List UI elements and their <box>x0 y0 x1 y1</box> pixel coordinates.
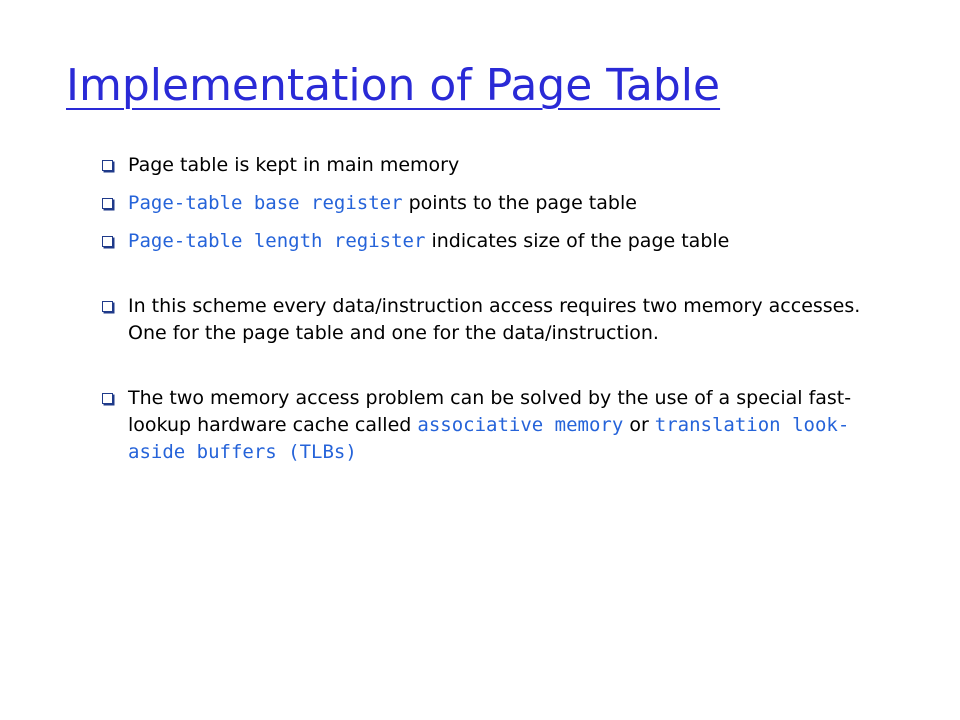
bullet-highlight-term: translation look-aside buffers (TLBs) <box>128 414 850 463</box>
bullet-item <box>100 293 900 347</box>
bullet-highlight-term: Page-table length register <box>128 230 426 252</box>
bullet-item <box>100 190 900 217</box>
bullet-text: Page table is kept in main memory <box>128 154 460 176</box>
bullet-text: indicates size of the page table <box>425 230 730 252</box>
square-bullet-icon <box>102 393 113 404</box>
bullet-text: points to the page table <box>402 192 637 214</box>
bullet-text: or <box>623 414 655 436</box>
slide-title: Implementation of Page Table <box>66 60 721 111</box>
square-bullet-icon <box>102 160 113 171</box>
square-bullet-icon <box>102 236 113 247</box>
bullet-text: The two memory access problem can be solved by the use of a special fast-lookup hardware cache called <box>128 387 852 436</box>
bullet-item <box>100 385 900 466</box>
square-bullet-icon <box>102 198 113 209</box>
square-bullet-icon <box>102 301 113 312</box>
bullet-item <box>100 228 900 255</box>
bullet-highlight-term: associative memory <box>417 414 624 436</box>
bullet-list <box>100 152 900 466</box>
bullet-highlight-term: Page-table base register <box>128 192 403 214</box>
bullet-text: In this scheme every data/instruction access requires two memory accesses. One for the page table and one for the data/instruction. <box>128 295 861 344</box>
bullet-item <box>100 152 900 179</box>
